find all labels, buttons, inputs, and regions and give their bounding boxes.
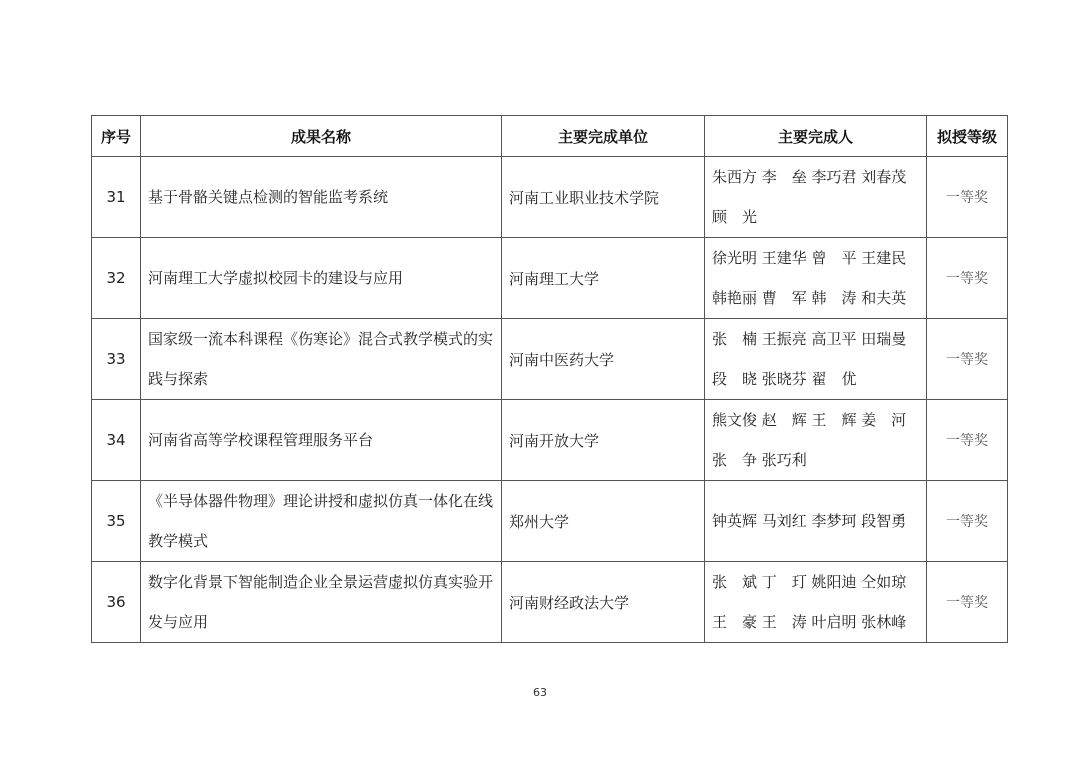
table-header-row [92, 116, 1008, 157]
awards-table [91, 115, 1008, 643]
award-grade: 一等奖 [927, 238, 1008, 319]
completing-people: 徐光明 王建华 曾 平 王建民 韩艳丽 曹 军 韩 涛 和夫英 [705, 238, 927, 319]
table-row [92, 319, 1008, 400]
header-no: 序号 [92, 116, 141, 157]
award-grade: 一等奖 [927, 319, 1008, 400]
completing-unit: 河南财经政法大学 [502, 562, 705, 643]
header-unit: 主要完成单位 [502, 116, 705, 157]
row-number: 33 [92, 319, 141, 400]
table-row [92, 562, 1008, 643]
award-grade: 一等奖 [927, 400, 1008, 481]
achievement-name: 《半导体器件物理》理论讲授和虚拟仿真一体化在线教学模式 [141, 481, 502, 562]
table-row [92, 157, 1008, 238]
table-row [92, 400, 1008, 481]
completing-people: 张 斌 丁 玎 姚阳迪 仝如琼 王 豪 王 涛 叶启明 张林峰 [705, 562, 927, 643]
completing-people: 朱西方 李 垒 李巧君 刘春茂 顾 光 [705, 157, 927, 238]
achievement-name: 数字化背景下智能制造企业全景运营虚拟仿真实验开发与应用 [141, 562, 502, 643]
award-grade: 一等奖 [927, 481, 1008, 562]
row-number: 36 [92, 562, 141, 643]
row-number: 34 [92, 400, 141, 481]
page-number: 63 [533, 686, 547, 699]
row-number: 35 [92, 481, 141, 562]
row-number: 32 [92, 238, 141, 319]
completing-unit: 河南中医药大学 [502, 319, 705, 400]
completing-unit: 郑州大学 [502, 481, 705, 562]
completing-unit: 河南理工大学 [502, 238, 705, 319]
table-row [92, 238, 1008, 319]
achievement-name: 河南理工大学虚拟校园卡的建设与应用 [141, 238, 502, 319]
header-name: 成果名称 [141, 116, 502, 157]
award-grade: 一等奖 [927, 562, 1008, 643]
table-row [92, 481, 1008, 562]
completing-people: 张 楠 王振亮 高卫平 田瑞曼 段 晓 张晓芬 翟 优 [705, 319, 927, 400]
header-people: 主要完成人 [705, 116, 927, 157]
header-grade: 拟授等级 [927, 116, 1008, 157]
achievement-name: 基于骨骼关键点检测的智能监考系统 [141, 157, 502, 238]
completing-people: 钟英辉 马刘红 李梦珂 段智勇 [705, 481, 927, 562]
completing-unit: 河南开放大学 [502, 400, 705, 481]
achievement-name: 河南省高等学校课程管理服务平台 [141, 400, 502, 481]
row-number: 31 [92, 157, 141, 238]
completing-people: 熊文俊 赵 辉 王 辉 姜 河 张 争 张巧利 [705, 400, 927, 481]
completing-unit: 河南工业职业技术学院 [502, 157, 705, 238]
award-grade: 一等奖 [927, 157, 1008, 238]
achievement-name: 国家级一流本科课程《伤寒论》混合式教学模式的实践与探索 [141, 319, 502, 400]
